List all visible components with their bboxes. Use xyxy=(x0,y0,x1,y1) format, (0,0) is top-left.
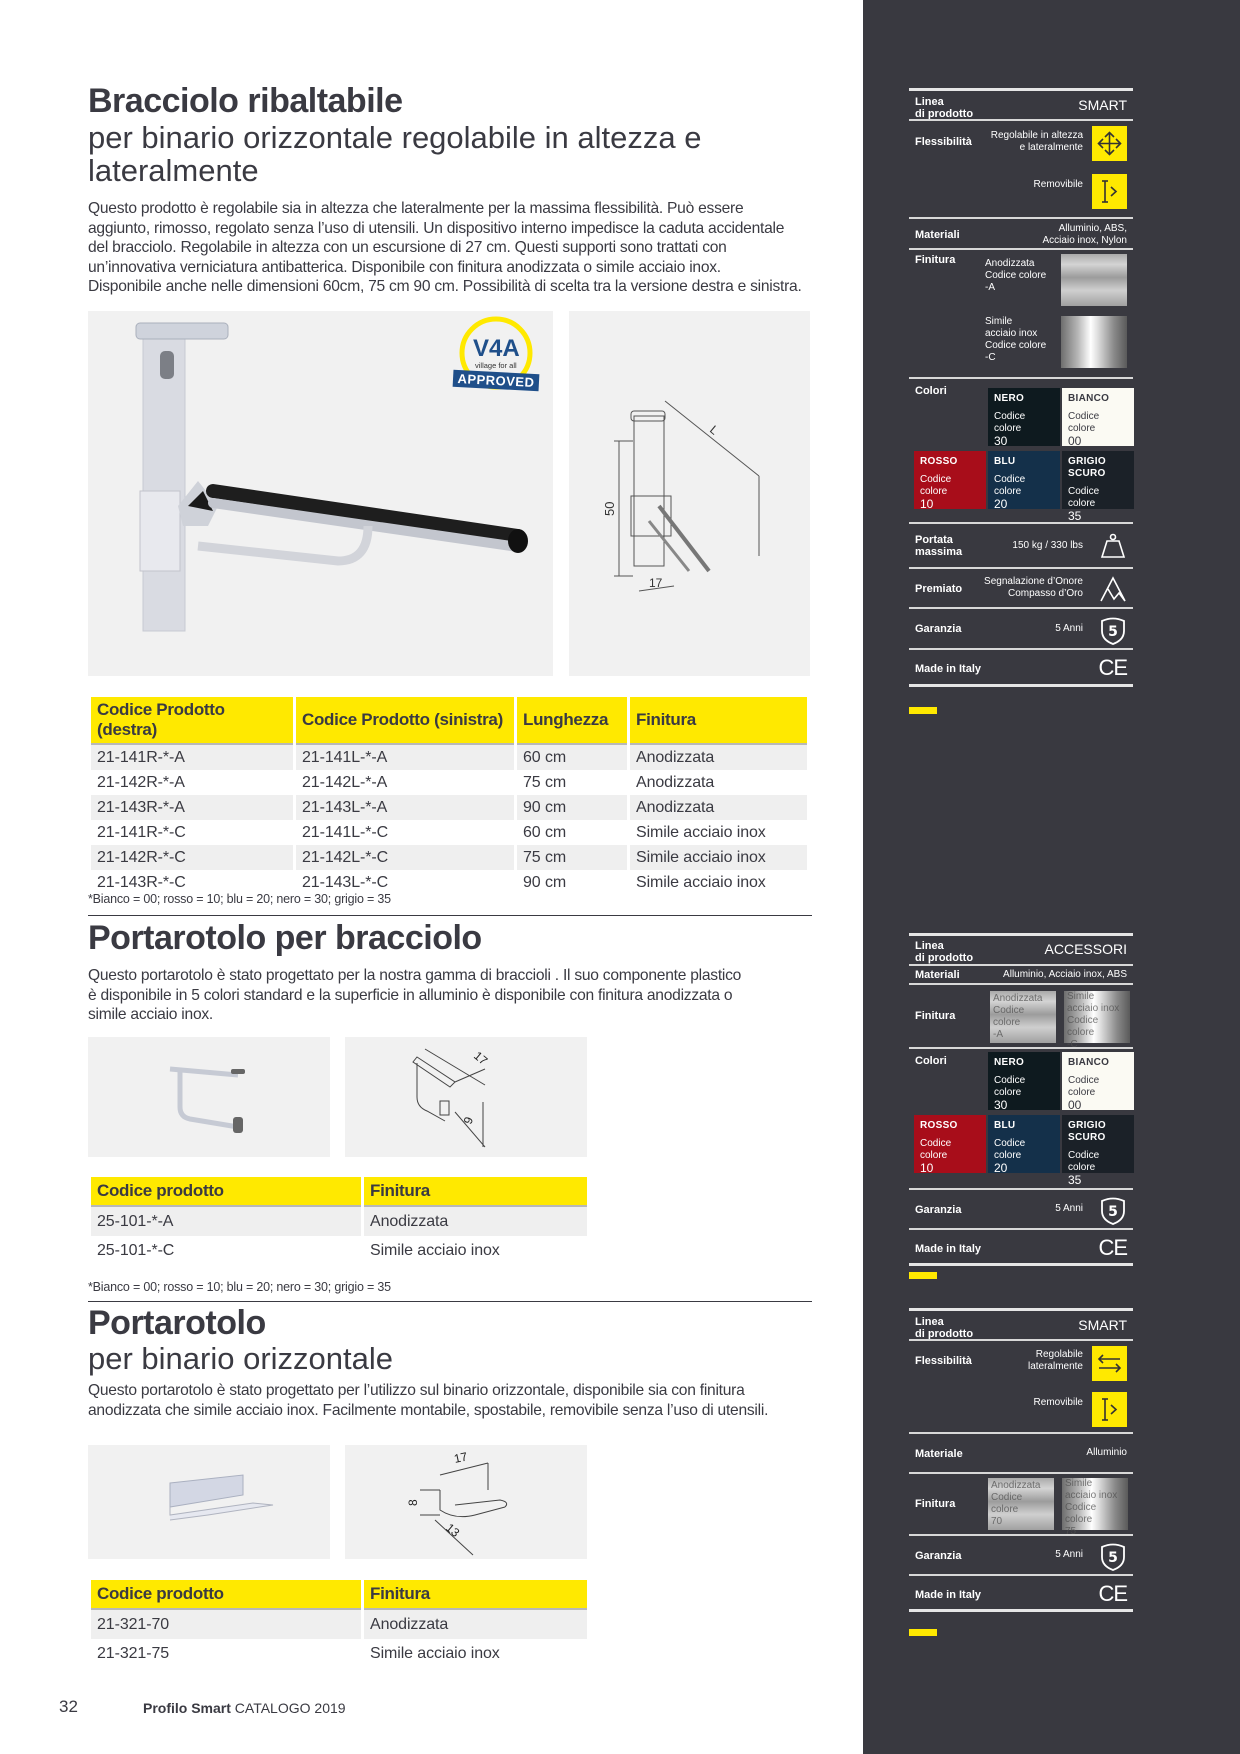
col-header: Codice Prodotto (destra) xyxy=(91,697,293,745)
table-row xyxy=(91,1610,587,1639)
spec-row-colori xyxy=(909,377,1133,522)
spec-label xyxy=(915,940,973,964)
technical-drawing xyxy=(345,1037,587,1157)
color-swatch-grigio-scuro xyxy=(1062,1115,1134,1187)
product1-table xyxy=(88,697,810,895)
label-line: di prodotto xyxy=(915,1328,974,1340)
cell: 25-101-*-C xyxy=(97,1241,175,1259)
cell: 21-143R-*-A xyxy=(91,795,293,820)
value-line: lateralmente xyxy=(1027,1361,1083,1372)
color-swatch-rosso xyxy=(914,451,986,509)
cell: 21-141R-*-A xyxy=(91,745,293,770)
cell: Anodizzata xyxy=(636,773,715,791)
spec-label xyxy=(915,534,962,558)
swatch-code-label: Codice colore xyxy=(1068,486,1100,509)
v4a-approved-badge xyxy=(451,315,541,405)
value-line: Anodizzata xyxy=(985,258,1035,269)
desc-line: del bracciolo. Regolabile in altezza con un escursione di 27 cm. Questi supporti sono trattati con xyxy=(88,239,727,256)
cell: Anodizzata xyxy=(364,1207,587,1236)
spec-label: Garanzia xyxy=(915,1204,962,1216)
value-line: Compasso d’Oro xyxy=(1007,588,1083,599)
cell: Simile acciaio inox xyxy=(370,1644,500,1662)
weight-icon xyxy=(1099,532,1127,565)
dim-c: 13 xyxy=(443,1520,463,1540)
finish-inox-text xyxy=(1062,1476,1128,1540)
product3-table xyxy=(88,1580,590,1668)
desc-line: anodizzata che simile acciaio inox. Facilmente montabile, spostabile, removibile senza l’uso di utensili. xyxy=(88,1401,769,1419)
product3-subtitle: per binario orizzontale xyxy=(88,1341,394,1376)
spec-value: SMART xyxy=(1078,1317,1127,1333)
value-line: Codice colore xyxy=(985,340,1047,351)
spec-value: ACCESSORI xyxy=(1044,941,1127,957)
table-row xyxy=(91,1207,587,1236)
product2-drawing xyxy=(345,1037,587,1157)
finish-inox-swatch xyxy=(1062,1478,1128,1537)
roll-holder-illustration xyxy=(88,1037,330,1157)
swatch-name: NERO xyxy=(994,1057,1025,1068)
finish-anodized-swatch xyxy=(990,991,1056,1043)
value-line: acciaio inox xyxy=(985,328,1038,339)
value-line: Codice colore xyxy=(991,1492,1023,1515)
finish-inox-text xyxy=(1064,989,1130,1053)
dim-height: 50 xyxy=(602,501,617,516)
value-line: e lateralmente xyxy=(1019,142,1083,153)
swatch-code: 35 xyxy=(1068,509,1082,523)
desc-line: Questo portarotolo è stato progettato per la nostra gamma di braccioli . Il suo componente plastico xyxy=(88,967,742,984)
desc-line: Questo portarotolo è stato progettato per l’utilizzo sul binario orizzontale, disponibile sia con finitura xyxy=(88,1382,745,1399)
desc-line: è disponibile in 5 colori standard e la superficie in alluminio è disponibile con finitura anodizzata o xyxy=(88,986,733,1004)
yellow-marker xyxy=(909,1629,937,1636)
swatch-code-label: Codice colore xyxy=(994,1138,1026,1161)
spec-row-garanzia xyxy=(909,607,1133,648)
value-line: Codice colore xyxy=(1065,1502,1097,1525)
color-swatch-blu xyxy=(988,451,1060,509)
color-code-note: *Bianco = 00; rosso = 10; blu = 20; nero = 30; grigio = 35 xyxy=(88,892,391,906)
spec-row-materiale xyxy=(909,1432,1133,1472)
swatch-name: GRIGIO SCURO xyxy=(1068,456,1106,479)
finish-anodized-text xyxy=(990,991,1056,1043)
cell: Simile acciaio inox xyxy=(370,1241,500,1259)
spec-value: SMART xyxy=(1078,97,1127,113)
swatch-code: 30 xyxy=(994,1098,1008,1112)
product3-photo xyxy=(88,1445,330,1559)
spec-row-made-in-italy xyxy=(909,648,1133,687)
spec-value xyxy=(1028,1349,1083,1373)
cell: 21-321-70 xyxy=(91,1610,361,1639)
value-line: Codice colore xyxy=(1067,1015,1099,1038)
product1-description xyxy=(88,199,828,297)
cell: 21-142L-*-A xyxy=(302,773,388,791)
spec-row-linea xyxy=(909,88,1133,119)
value-line: -C xyxy=(1067,1039,1078,1050)
table-row xyxy=(91,795,807,820)
color-swatch-rosso xyxy=(914,1115,986,1173)
cell: 21-142R-*-A xyxy=(97,773,185,791)
spec-value: Removibile xyxy=(1033,179,1083,190)
yellow-marker xyxy=(909,707,937,714)
spec-value: Alluminio xyxy=(1086,1447,1127,1458)
col-header: Codice prodotto xyxy=(91,1580,361,1610)
value-line: -C xyxy=(985,352,996,363)
product1-drawing xyxy=(569,311,810,676)
swatch-code: 30 xyxy=(994,434,1008,448)
spec-row-linea xyxy=(909,1308,1133,1339)
value-line: -A xyxy=(993,1029,1003,1040)
spec-row-flessibilita xyxy=(909,119,1133,217)
value-line: 70 xyxy=(991,1516,1003,1527)
cell: Anodizzata xyxy=(630,795,807,820)
value-line: 75 xyxy=(1065,1526,1077,1537)
label-line: Linea xyxy=(915,1316,944,1328)
spec-label: Colori xyxy=(915,385,947,397)
spec-panel-1 xyxy=(909,88,1133,694)
cell: 25-101-*-A xyxy=(91,1207,361,1236)
dim-b: 8 xyxy=(406,1499,420,1506)
swatch-name: BLU xyxy=(994,456,1016,467)
spec-label: Flessibilità xyxy=(915,136,972,148)
spec-label: Materiali xyxy=(915,229,960,241)
cell: 90 cm xyxy=(523,873,567,891)
warranty-shield-icon xyxy=(1099,1541,1127,1576)
dim-length: L xyxy=(707,422,722,438)
desc-line: simile acciaio inox. xyxy=(88,1006,213,1023)
spec-label xyxy=(915,96,973,120)
swatch-code-label: Codice colore xyxy=(994,474,1026,497)
spec-row-finitura xyxy=(909,248,1133,377)
page-number: 32 xyxy=(59,1697,78,1716)
value-line: Codice colore xyxy=(993,1005,1025,1028)
product1-photo xyxy=(88,311,553,676)
value-line: Anodizzata xyxy=(993,993,1043,1004)
swatch-code-label: Codice colore xyxy=(1068,1150,1100,1173)
swatch-code: 10 xyxy=(920,497,934,511)
cell: 21-142R-*-C xyxy=(91,845,293,870)
color-swatch-nero xyxy=(988,388,1060,446)
product2-table xyxy=(88,1177,590,1265)
spec-row-made-in-italy xyxy=(909,1228,1133,1266)
spec-value: Removibile xyxy=(1033,1397,1083,1408)
table-row xyxy=(91,770,807,795)
col-header: Codice prodotto xyxy=(91,1177,361,1207)
technical-drawing xyxy=(345,1445,587,1559)
col-header: Finitura xyxy=(364,1580,587,1610)
value-line: Anodizzata xyxy=(991,1480,1041,1491)
spec-value: Alluminio, Acciaio inox, ABS xyxy=(1003,969,1127,980)
v4a-approved-label: APPROVED xyxy=(453,370,540,391)
desc-line: un’innovativa verniciatura antibatterica. Disponibile con finitura anodizzata o simile acciaio inox. xyxy=(88,258,721,276)
technical-drawing xyxy=(569,311,810,676)
label-line: Portata xyxy=(915,534,953,546)
spec-row-linea xyxy=(909,933,1133,964)
spec-label: Premiato xyxy=(915,583,963,595)
spec-label: Flessibilità xyxy=(915,1355,972,1367)
catalog-footer xyxy=(143,1700,346,1716)
cell: Anodizzata xyxy=(630,745,807,770)
color-swatch-blu xyxy=(988,1115,1060,1173)
dim-a: 17 xyxy=(471,1048,491,1068)
desc-line: aggiunto, rimosso, regolato senza l’uso di utensili. Un dispositivo interno impedisce la caduta accidentale xyxy=(88,219,785,237)
cell: Anodizzata xyxy=(364,1610,587,1639)
value-line: Simile xyxy=(985,316,1013,327)
color-code-note: *Bianco = 00; rosso = 10; blu = 20; nero = 30; grigio = 35 xyxy=(88,1280,391,1294)
table-header-row xyxy=(91,1177,587,1207)
cell: Simile acciaio inox xyxy=(630,845,807,870)
finish-inox-text xyxy=(985,316,1046,364)
warranty-years: 5 xyxy=(1108,624,1118,640)
desc-line: Disponibile anche nelle dimensioni 60cm, 75 cm 90 cm. Possibilità di scelta tra la versione destra e sinistra. xyxy=(88,278,802,295)
compasso-award-icon xyxy=(1099,575,1127,608)
dim-depth: 17 xyxy=(649,576,663,590)
cell: Simile acciaio inox xyxy=(636,823,766,841)
spec-row-garanzia xyxy=(909,1188,1133,1228)
spec-label: Garanzia xyxy=(915,1550,962,1562)
spec-value: 5 Anni xyxy=(1055,1549,1083,1560)
spec-label: Materiale xyxy=(915,1448,963,1460)
product3-description xyxy=(88,1381,848,1420)
section-divider xyxy=(88,915,812,916)
value-line: Acciaio inox, Nylon xyxy=(1042,235,1127,246)
spec-row-premiato xyxy=(909,567,1133,607)
spec-value xyxy=(991,130,1083,154)
warranty-years: 5 xyxy=(1108,1550,1118,1566)
swatch-code-label: Codice colore xyxy=(1068,411,1100,434)
cell: 21-143R-*-C xyxy=(97,873,186,891)
color-swatch-nero xyxy=(988,1052,1060,1110)
product2-title: Portarotolo per bracciolo xyxy=(88,919,482,957)
col-header: Finitura xyxy=(630,697,807,745)
col-header: Lunghezza xyxy=(517,697,627,745)
spec-row-finitura xyxy=(909,1472,1133,1537)
spec-row-portata xyxy=(909,522,1133,567)
table-row xyxy=(91,745,807,770)
label-line: Linea xyxy=(915,96,944,108)
label-line: Linea xyxy=(915,940,944,952)
cell: 21-143L-*-C xyxy=(302,873,389,891)
cell: 21-142L-*-C xyxy=(296,845,514,870)
table-row xyxy=(91,845,807,870)
value-line: Simile xyxy=(1065,1478,1093,1489)
spec-row-materiali xyxy=(909,964,1133,983)
move-lateral-icon xyxy=(1092,1346,1127,1381)
swatch-code: 20 xyxy=(994,497,1008,511)
label-line: di prodotto xyxy=(915,952,974,964)
product1-title: Bracciolo ribaltabile xyxy=(88,82,403,120)
cell: 90 cm xyxy=(517,795,627,820)
value-line: Alluminio, ABS, xyxy=(1058,223,1127,234)
swatch-code-label: Codice colore xyxy=(994,1075,1026,1098)
swatch-code: 10 xyxy=(920,1161,934,1175)
spec-label: Colori xyxy=(915,1055,947,1067)
cell: 75 cm xyxy=(523,773,567,791)
warranty-shield-icon xyxy=(1099,615,1127,650)
label-line: massima xyxy=(915,546,963,558)
product2-description xyxy=(88,966,828,1025)
swatch-name: BIANCO xyxy=(1068,393,1110,404)
value-line: -A xyxy=(985,282,995,293)
finish-anodized-swatch xyxy=(1061,254,1127,306)
spec-row-garanzia xyxy=(909,1534,1133,1574)
spec-label: Finitura xyxy=(915,254,956,266)
cell: Simile acciaio inox xyxy=(636,873,766,891)
finish-inox-swatch xyxy=(1064,991,1130,1050)
table-header-row xyxy=(91,697,807,745)
swatch-code-label: Codice colore xyxy=(920,1138,952,1161)
finish-anodized-text xyxy=(985,258,1046,294)
cell: 21-143L-*-A xyxy=(296,795,514,820)
spec-label: Made in Italy xyxy=(915,1589,982,1601)
section-divider xyxy=(88,1301,812,1302)
spec-label: Finitura xyxy=(915,1498,956,1510)
removable-icon xyxy=(1092,1392,1127,1427)
spec-value: 150 kg / 330 lbs xyxy=(1012,540,1083,551)
spec-value xyxy=(1043,223,1127,247)
table-row xyxy=(91,1236,587,1265)
swatch-name: GRIGIO SCURO xyxy=(1068,1120,1106,1143)
finish-anodized-text xyxy=(988,1478,1054,1530)
value-line: Regolabile xyxy=(1035,1349,1083,1360)
label-line: di prodotto xyxy=(915,108,974,120)
product1-subtitle xyxy=(88,121,808,188)
spec-panel-3 xyxy=(909,1308,1133,1616)
swatch-code-label: Codice colore xyxy=(994,411,1026,434)
v4a-tagline: village for all xyxy=(475,361,517,370)
table-row xyxy=(91,1639,587,1668)
swatch-name: BLU xyxy=(994,1120,1016,1131)
value-line: Segnalazione d’Onore xyxy=(984,576,1083,587)
color-swatch-grigio-scuro xyxy=(1062,451,1134,523)
col-header: Finitura xyxy=(364,1177,587,1207)
swatch-name: ROSSO xyxy=(920,456,958,467)
spec-label: Finitura xyxy=(915,1010,956,1022)
product3-drawing xyxy=(345,1445,587,1559)
spec-label xyxy=(915,1316,973,1340)
swatch-code-label: Codice colore xyxy=(920,474,952,497)
swatch-code: 20 xyxy=(994,1161,1008,1175)
swatch-code-label: Codice colore xyxy=(1068,1075,1100,1098)
footer-brand: Profilo Smart xyxy=(143,1700,231,1716)
swatch-code: 00 xyxy=(1068,434,1082,448)
product1-subtitle-line1: per binario orizzontale regolabile in altezza e xyxy=(88,120,702,155)
product1-subtitle-line2: lateralmente xyxy=(88,153,259,189)
color-swatch-bianco xyxy=(1062,388,1134,446)
desc-line: Questo prodotto è regolabile sia in altezza che lateralmente per la massima flessibilità. Può essere xyxy=(88,200,744,217)
value-line: Simile xyxy=(1067,991,1095,1002)
cell: 21-141L-*-C xyxy=(302,823,389,841)
cell: 60 cm xyxy=(523,823,567,841)
swatch-name: NERO xyxy=(994,393,1025,404)
dim-b: 9 xyxy=(460,1114,477,1127)
table-header-row xyxy=(91,1580,587,1610)
swatch-name: BIANCO xyxy=(1068,1057,1110,1068)
cell: 75 cm xyxy=(517,845,627,870)
warranty-shield-icon xyxy=(1099,1195,1127,1230)
cell: 60 cm xyxy=(517,745,627,770)
cell: 21-321-75 xyxy=(97,1644,170,1662)
spec-row-colori xyxy=(909,1047,1133,1188)
footer-catalog: CATALOGO 2019 xyxy=(234,1700,346,1716)
yellow-marker xyxy=(909,1272,937,1279)
product2-photo xyxy=(88,1037,330,1157)
move-all-directions-icon xyxy=(1092,126,1127,161)
spec-value: 5 Anni xyxy=(1055,1203,1083,1214)
swatch-code: 00 xyxy=(1068,1098,1082,1112)
spec-panel-2 xyxy=(909,933,1133,1260)
product3-title: Portarotolo xyxy=(88,1304,266,1342)
value-line: Regolabile in altezza xyxy=(990,130,1083,141)
spec-row-flessibilita xyxy=(909,1339,1133,1432)
value-line: acciaio inox xyxy=(1065,1490,1118,1501)
spec-row-finitura xyxy=(909,983,1133,1050)
spec-label: Made in Italy xyxy=(915,1243,982,1255)
spec-label: Materiali xyxy=(915,969,960,981)
ce-mark-icon: CE xyxy=(1098,1235,1127,1260)
swatch-code: 35 xyxy=(1068,1173,1082,1187)
spec-row-made-in-italy xyxy=(909,1574,1133,1612)
finish-anodized-swatch xyxy=(988,1478,1054,1530)
rail-roll-holder-illustration xyxy=(88,1445,330,1559)
ce-mark-icon: CE xyxy=(1098,655,1127,680)
spec-label: Made in Italy xyxy=(915,663,982,675)
swatch-name: ROSSO xyxy=(920,1120,958,1131)
table-row xyxy=(91,820,807,845)
v4a-logo-text: V4A xyxy=(473,335,520,362)
spec-value xyxy=(984,576,1083,600)
color-swatch-bianco xyxy=(1062,1052,1134,1110)
spec-value: 5 Anni xyxy=(1055,623,1083,634)
dim-a: 17 xyxy=(452,1449,469,1466)
cell: 21-141L-*-A xyxy=(296,745,514,770)
finish-inox-swatch xyxy=(1061,316,1127,368)
spec-label: Garanzia xyxy=(915,623,962,635)
spec-row-materiali xyxy=(909,217,1133,248)
ce-mark-icon: CE xyxy=(1098,1581,1127,1606)
cell: 21-141R-*-C xyxy=(97,823,186,841)
value-line: Codice colore xyxy=(985,270,1047,281)
value-line: acciaio inox xyxy=(1067,1003,1120,1014)
warranty-years: 5 xyxy=(1108,1204,1118,1220)
col-header: Codice Prodotto (sinistra) xyxy=(296,697,514,745)
removable-icon xyxy=(1092,174,1127,209)
